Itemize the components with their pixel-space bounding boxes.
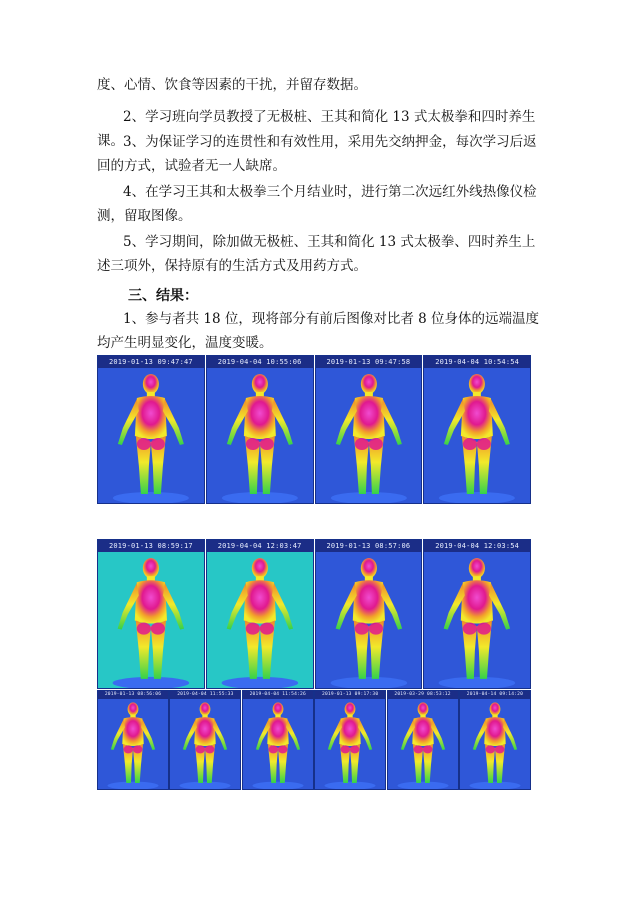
paragraph-item-5: 5、学习期间，除加做无极桩、王其和简化 13 式太极拳、四时养生上述三项外，保持原有的生活方式及用药方式。 [97,234,536,274]
image-timestamp: 2019-04-04 10:55:06 [207,356,313,368]
image-timestamp: 2019-01-13 08:57:06 [316,540,422,552]
image-timestamp: 2019-04-04 11:55:33 [170,691,240,699]
thermal-image [206,355,314,504]
image-timestamp: 2019-04-04 10:54:54 [424,356,530,368]
thermal-body-figure [207,550,313,688]
thermal-image [97,355,205,504]
paragraph-item-3: 3、为保证学习的连贯性和有效性用，采用先交纳押金，每次学习后返回的方式，试验者无一人缺席。 [97,134,537,174]
thermal-body-figure [98,366,204,503]
paragraph-result-1: 1、参与者共 18 位，现将部分有前后图像对比者 8 位身体的远端温度均产生明显变化，温度变暖。 [97,311,540,351]
thermal-image-row-1 [97,355,531,504]
thermal-body-figure [98,550,204,688]
image-timestamp: 2019-04-04 12:03:54 [424,540,530,552]
thermal-image [97,690,169,790]
thermal-body-figure [388,697,458,789]
thermal-image-row-3 [97,690,531,790]
thermal-image [423,539,531,689]
section-heading-results: 三、结果： [128,288,198,304]
paragraph-item-4: 4、在学习王其和太极拳三个月结业时，进行第二次远红外线热像仪检测，留取图像。 [97,184,537,224]
thermal-body-figure [424,550,530,688]
thermal-image [387,690,459,790]
thermal-image [315,355,423,504]
image-timestamp: 2019-04-04 11:54:26 [243,691,313,699]
thermal-body-figure [460,697,530,789]
image-timestamp: 2019-01-13 09:47:47 [98,356,204,368]
thermal-image [169,690,241,790]
thermal-body-figure [243,697,313,789]
thermal-image [242,690,314,790]
image-timestamp: 2019-01-13 08:59:17 [98,540,204,552]
image-timestamp: 2019-01-13 08:56:06 [98,691,168,699]
thermal-image [315,539,423,689]
thermal-body-figure [316,366,422,503]
thermal-image [423,355,531,504]
paragraph-item-2: 2、学习班向学员教授了无极桩、王其和简化 13 式太极拳和四时养生课。 [97,109,536,149]
thermal-image-row-2 [97,539,531,689]
thermal-image [97,539,205,689]
thermal-body-figure [207,366,313,503]
image-timestamp: 2019-04-14 09:14:20 [460,691,530,699]
thermal-body-figure [315,697,385,789]
thermal-body-figure [424,366,530,503]
thermal-image [206,539,314,689]
thermal-body-figure [98,697,168,789]
paragraph-continuation: 度、心情、饮食等因素的干扰，并留存数据。 [97,77,367,93]
image-timestamp: 2019-01-13 09:47:58 [316,356,422,368]
image-timestamp: 2019-01-13 09:17:30 [315,691,385,699]
image-timestamp: 2019-04-04 12:03:47 [207,540,313,552]
thermal-image [459,690,531,790]
thermal-body-figure [316,550,422,688]
thermal-body-figure [170,697,240,789]
image-timestamp: 2019-03-29 08:53:12 [388,691,458,699]
thermal-image [314,690,386,790]
